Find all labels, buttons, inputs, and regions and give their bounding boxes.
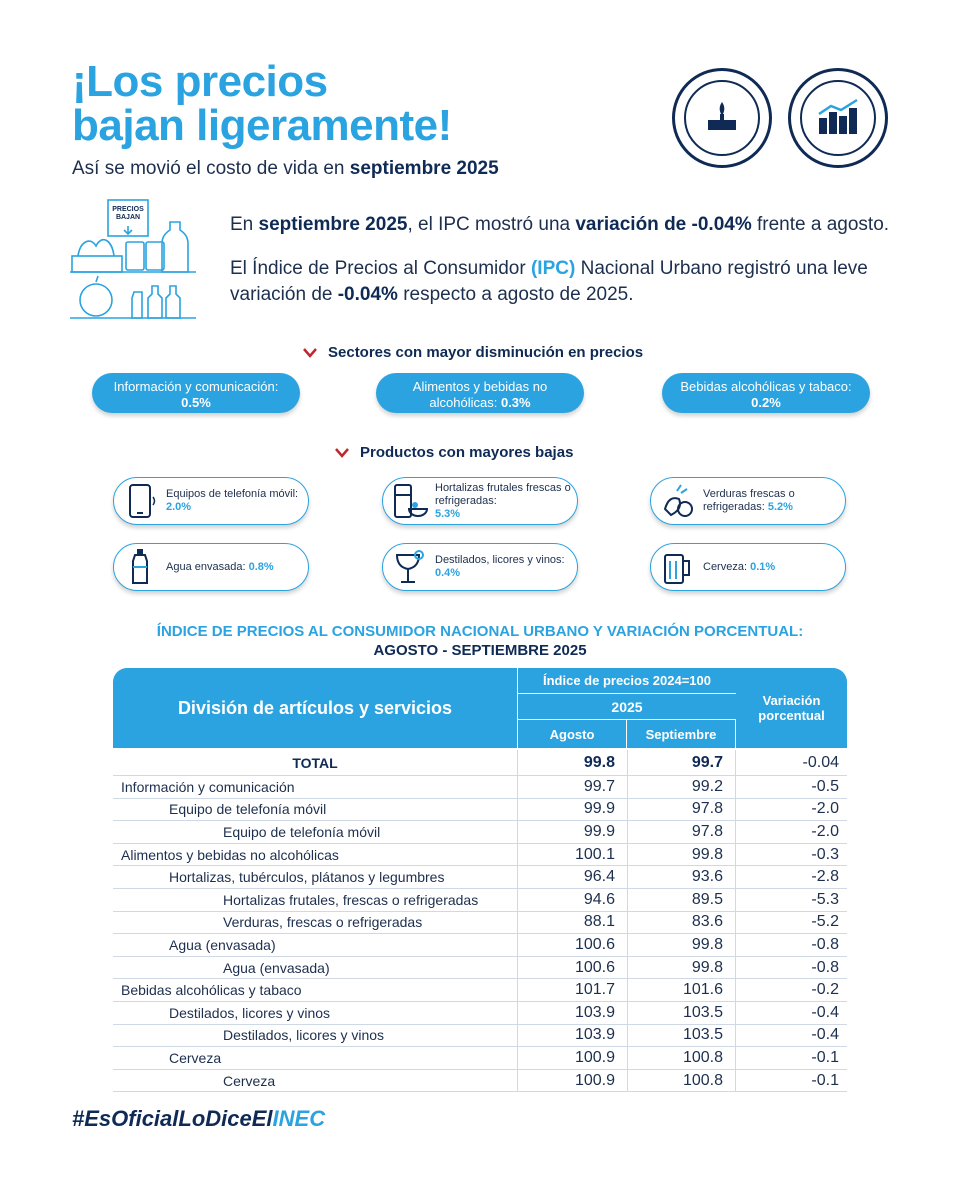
- sector-pill: Bebidas alcohólicas y tabaco: 0.2%: [662, 373, 870, 413]
- table-row: [113, 799, 847, 822]
- header-division: División de artículos y servicios: [177, 697, 453, 718]
- cell-sep: 83.6: [627, 912, 736, 934]
- table-title-line-2: AGOSTO - SEPTIEMBRE 2025: [373, 642, 587, 659]
- table-title-line-1: ÍNDICE DE PRECIOS AL CONSUMIDOR NACIONAL URBANO Y VARIACIÓN PORCENTUAL:: [156, 623, 804, 640]
- product-card: Verduras frescas o refrigeradas: 5.2%: [650, 477, 846, 525]
- beer-mug-icon: [657, 547, 697, 587]
- cell-name: Agua (envasada): [223, 959, 330, 976]
- intro-text: [230, 212, 910, 326]
- cell-name: Destilados, licores y vinos: [223, 1027, 385, 1044]
- subtitle: [72, 158, 499, 180]
- cell-sep: 99.8: [627, 934, 736, 956]
- cell-var: -5.2: [811, 913, 839, 931]
- cell-var: -0.8: [811, 958, 839, 976]
- cell-name: Cerveza: [169, 1049, 222, 1066]
- cell-name: Destilados, licores y vinos: [169, 1004, 331, 1021]
- table-row: [113, 1070, 847, 1093]
- cell-var: -0.04: [802, 753, 839, 771]
- cell-name: TOTAL: [292, 754, 338, 771]
- chevron-down-icon: [302, 347, 318, 359]
- cell-aug: 100.1: [517, 844, 627, 866]
- product-card: Equipos de telefonía móvil: 2.0%: [113, 477, 309, 525]
- cell-aug: 103.9: [517, 1025, 627, 1047]
- cell-var: -2.8: [811, 868, 839, 886]
- cell-var: -0.8: [811, 935, 839, 953]
- cell-var: -0.4: [811, 1026, 839, 1044]
- cell-aug: 88.1: [517, 912, 627, 934]
- table-row: [113, 934, 847, 957]
- intro-paragraph-2: El Índice de Precios al Consumidor (IPC) Nacional Urbano registró una leve variación de -0.04% respecto a agosto de 2025.: [230, 258, 868, 305]
- cell-aug: 99.7: [517, 776, 627, 798]
- cell-name: Hortalizas, tubérculos, plátanos y legumbres: [169, 869, 445, 886]
- cell-name: Cerveza: [223, 1072, 276, 1089]
- buildings-chart-icon: [815, 98, 861, 138]
- cocktail-glass-icon: [389, 547, 429, 587]
- cell-name: Bebidas alcohólicas y tabaco: [121, 982, 302, 999]
- cell-sep: 97.8: [627, 799, 736, 821]
- cell-aug: 99.9: [517, 799, 627, 821]
- cell-name: Equipo de telefonía móvil: [223, 823, 381, 840]
- intro-paragraph-1: En septiembre 2025, el IPC mostró una variación de -0.04% frente a agosto.: [230, 214, 890, 235]
- cell-sep: 100.8: [627, 1047, 736, 1069]
- table-header: [113, 668, 847, 748]
- inec-logo: [788, 68, 888, 168]
- grocery-shelf-illustration: [68, 196, 200, 324]
- cell-aug: 100.9: [517, 1070, 627, 1092]
- cell-var: -2.0: [811, 822, 839, 840]
- cell-sep: 89.5: [627, 889, 736, 911]
- illustration-sign-text: PRECIOS BAJAN: [112, 206, 144, 221]
- cell-sep: 101.6: [627, 979, 736, 1001]
- cell-aug: 99.8: [517, 750, 627, 775]
- cell-name: Equipo de telefonía móvil: [169, 801, 327, 818]
- cell-var: -0.3: [811, 845, 839, 863]
- sector-pill: Información y comunicación: 0.5%: [92, 373, 300, 413]
- cell-name: Alimentos y bebidas no alcohólicas: [121, 846, 339, 863]
- cell-var: -5.3: [811, 890, 839, 908]
- table-row: [113, 1047, 847, 1070]
- sectors-heading: Sectores con mayor disminución en precios: [302, 344, 643, 361]
- header-year: 2025: [517, 694, 736, 720]
- header-september: Septiembre: [627, 720, 736, 748]
- table-body: [113, 750, 847, 1092]
- hashtag: #EsOficialLoDiceElINEC: [72, 1106, 326, 1131]
- cell-aug: 103.9: [517, 1002, 627, 1024]
- smartphone-icon: [120, 481, 160, 521]
- cell-var: -0.4: [811, 1003, 839, 1021]
- cell-sep: 100.8: [627, 1070, 736, 1092]
- cell-aug: 101.7: [517, 979, 627, 1001]
- cell-sep: 99.8: [627, 957, 736, 979]
- cell-sep: 97.8: [627, 821, 736, 843]
- cell-name: Agua (envasada): [169, 936, 276, 953]
- product-card: Agua envasada: 0.8%: [113, 543, 309, 591]
- cell-aug: 99.9: [517, 821, 627, 843]
- page-title: [72, 57, 452, 150]
- cell-name: Verduras, frescas o refrigeradas: [223, 914, 423, 931]
- title-line-2: bajan ligeramente!: [72, 101, 452, 150]
- cell-sep: 99.2: [627, 776, 736, 798]
- cell-aug: 96.4: [517, 866, 627, 888]
- cell-var: -2.0: [811, 800, 839, 818]
- cell-sep: 99.7: [627, 750, 736, 775]
- cell-aug: 94.6: [517, 889, 627, 911]
- chevron-down-icon: [334, 447, 350, 459]
- table-row: [113, 889, 847, 912]
- table-row: [113, 1025, 847, 1048]
- products-heading: Productos con mayores bajas: [334, 444, 573, 461]
- cell-sep: 93.6: [627, 866, 736, 888]
- table-row: [113, 776, 847, 799]
- water-bottle-icon: [120, 547, 160, 587]
- fridge-icon: [389, 481, 429, 521]
- product-card: Cerveza: 0.1%: [650, 543, 846, 591]
- table-row: [113, 844, 847, 867]
- cell-aug: 100.9: [517, 1047, 627, 1069]
- subtitle-text: Así se movió el costo de vida en: [72, 158, 350, 179]
- header-index: Índice de precios 2024=100: [517, 668, 736, 694]
- cell-var: -0.1: [811, 1071, 839, 1089]
- table-title: [0, 622, 960, 660]
- contraloria-logo: [672, 68, 772, 168]
- vegetables-icon: [657, 481, 697, 521]
- cell-aug: 100.6: [517, 957, 627, 979]
- sector-pill: Alimentos y bebidas no alcohólicas: 0.3%: [376, 373, 584, 413]
- product-card: Hortalizas frutales frescas o refrigeradas: 5.3%: [382, 477, 578, 525]
- subtitle-bold: septiembre 2025: [349, 158, 499, 179]
- total-row: [113, 750, 847, 776]
- cell-aug: 100.6: [517, 934, 627, 956]
- header-variation: Variación porcentual: [758, 693, 825, 723]
- cell-var: -0.2: [811, 981, 839, 999]
- table-row: [113, 957, 847, 980]
- title-line-1: ¡Los precios: [72, 57, 328, 106]
- table-row: [113, 821, 847, 844]
- cell-var: -0.5: [811, 777, 839, 795]
- cell-sep: 99.8: [627, 844, 736, 866]
- header-august: Agosto: [517, 720, 627, 748]
- cell-var: -0.1: [811, 1048, 839, 1066]
- table-row: [113, 912, 847, 935]
- cell-name: Información y comunicación: [121, 778, 295, 795]
- table-row: [113, 979, 847, 1002]
- product-card: Destilados, licores y vinos: 0.4%: [382, 543, 578, 591]
- cell-name: Hortalizas frutales, frescas o refrigeradas: [223, 891, 479, 908]
- cell-sep: 103.5: [627, 1025, 736, 1047]
- cell-sep: 103.5: [627, 1002, 736, 1024]
- table-row: [113, 866, 847, 889]
- table-row: [113, 1002, 847, 1025]
- book-torch-icon: [702, 98, 742, 138]
